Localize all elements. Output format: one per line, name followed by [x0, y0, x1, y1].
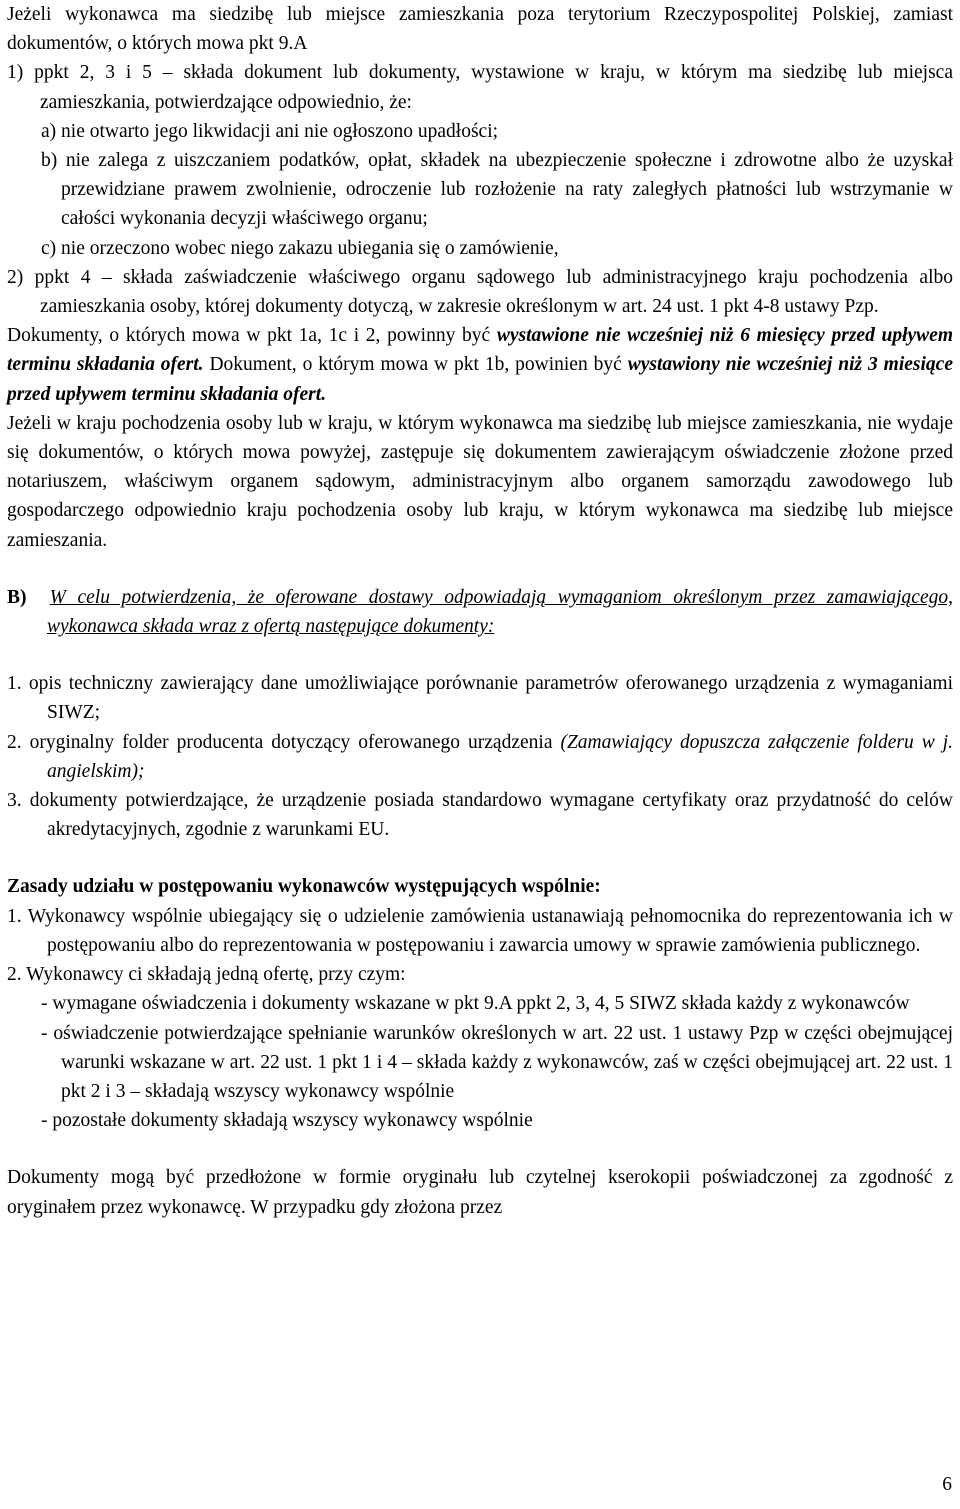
list-item-a: a) nie otwarto jego likwidacji ani nie ogłoszono upadłości; — [41, 120, 499, 142]
section-b-label: B) — [7, 586, 27, 608]
validity-text-1: Dokumenty, o których mowa w pkt 1a, 1c i 2, powinny być — [7, 325, 497, 347]
section-b-text: W celu potwierdzenia, że oferowane dostawy odpowiadają wymaganiom określonym przez zamawiającego, wykonawca składa wraz z ofertą następujące dokumenty: — [47, 586, 953, 638]
joint-dash-2: - oświadczenie potwierdzające spełnianie warunków określonych w art. 22 ust. 1 ustawy Pzp w części obejmującej warunki wskazane w art. 22 ust. 1 pkt 1 i 4 – składa każdy z wykonawców, zaś w części obejmującej art. 22 ust. 1 pkt 2 i 3 – składają wszyscy wykonawcy wspólnie — [41, 1022, 953, 1102]
closing-paragraph: Dokumenty mogą być przedłożone w formie oryginału lub czytelnej kserokopii poświadczonej za zgodność z oryginałem przez wykonawcę. W przypadku gdy złożona przez — [7, 1167, 953, 1218]
list-item-1: 1) ppkt 2, 3 i 5 – składa dokument lub dokumenty, wystawione w kraju, w którym ma siedzibę lub miejsca zamieszkania, potwierdzające odpowiednio, że: — [7, 62, 953, 113]
section-b-item-3: 3. dokumenty potwierdzające, że urządzenie posiada standardowo wymagane certyfikaty oraz przydatność do celów akredytacyjnych, zgodnie z warunkami EU. — [7, 790, 953, 841]
page-number: 6 — [942, 1474, 952, 1495]
section-b-item-2-text: 2. oryginalny folder producenta dotyczący oferowanego urządzenia — [7, 731, 561, 753]
section-b-item-1: 1. opis techniczny zawierający dane umożliwiające porównanie parametrów oferowanego urządzenia z wymaganiami SIWZ; — [7, 673, 953, 724]
section-b-item-2-italic: (Zamawiający dopuszcza załączenie folderu w j. angielskim); — [47, 731, 953, 782]
section-b-item-2 — [7, 728, 953, 786]
intro-paragraph: Jeżeli wykonawca ma siedzibę lub miejsce zamieszkania poza terytorium Rzeczypospolitej Polskiej, zamiast dokumentów, o których mowa pkt 9.A — [7, 4, 953, 55]
validity-paragraph — [7, 321, 953, 409]
joint-dash-3: - pozostałe dokumenty składają wszyscy wykonawcy wspólnie — [41, 1110, 533, 1132]
validity-text-2: Dokument, o którym mowa w pkt 1b, powinien być — [203, 354, 628, 376]
joint-item-2: 2. Wykonawcy ci składają jedną ofertę, przy czym: — [7, 964, 406, 986]
list-item-c: c) nie orzeczono wobec niego zakazu ubiegania się o zamówienie, — [41, 237, 559, 259]
joint-heading: Zasady udziału w postępowaniu wykonawców występujących wspólnie: — [7, 876, 601, 898]
list-item-b: b) nie zalega z uiszczaniem podatków, opłat, składek na ubezpieczenie społeczne i zdrowotne albo że uzyskał przewidziane prawem zwolnienie, odroczenie lub rozłożenie na raty zaległych płatności lub wstrzymanie w całości wykonania decyzji właściwego organu; — [41, 150, 953, 230]
section-b-heading — [7, 583, 953, 641]
validity-bold-1: wystawione nie wcześniej niż 6 miesięcy przed upływem terminu składania ofert. — [7, 325, 953, 376]
notary-paragraph: Jeżeli w kraju pochodzenia osoby lub w kraju, w którym wykonawca ma siedzibę lub miejsce zamieszkania, nie wydaje się dokumentów, o których mowa powyżej, zastępuje się dokumentem zawierającym oświadczenie złożone przed notariuszem, właściwym organem sądowym, administracyjnym albo organem samorządu zawodowego lub gospodarczego odpowiednio kraju pochodzenia osoby lub kraju, w którym wykonawca ma siedzibę lub miejsce zamieszania. — [7, 412, 953, 551]
joint-dash-1: - wymagane oświadczenia i dokumenty wskazane w pkt 9.A ppkt 2, 3, 4, 5 SIWZ składa każdy z wykonawców — [41, 993, 910, 1015]
document-page — [7, 0, 953, 1222]
validity-bold-2: wystawiony nie wcześniej niż 3 miesiące przed upływem terminu składania ofert. — [7, 354, 953, 405]
joint-item-1: 1. Wykonawcy wspólnie ubiegający się o udzielenie zamówienia ustanawiają pełnomocnika do reprezentowania ich w postępowaniu albo do reprezentowania w postępowaniu i zawarcia umowy w sprawie zamówienia publicznego. — [7, 905, 953, 956]
list-item-2: 2) ppkt 4 – składa zaświadczenie właściwego organu sądowego lub administracyjnego kraju pochodzenia albo zamieszkania osoby, której dokumenty dotyczą, w zakresie określonym w art. 24 ust. 1 pkt 4-8 ustawy Pzp. — [7, 266, 953, 318]
